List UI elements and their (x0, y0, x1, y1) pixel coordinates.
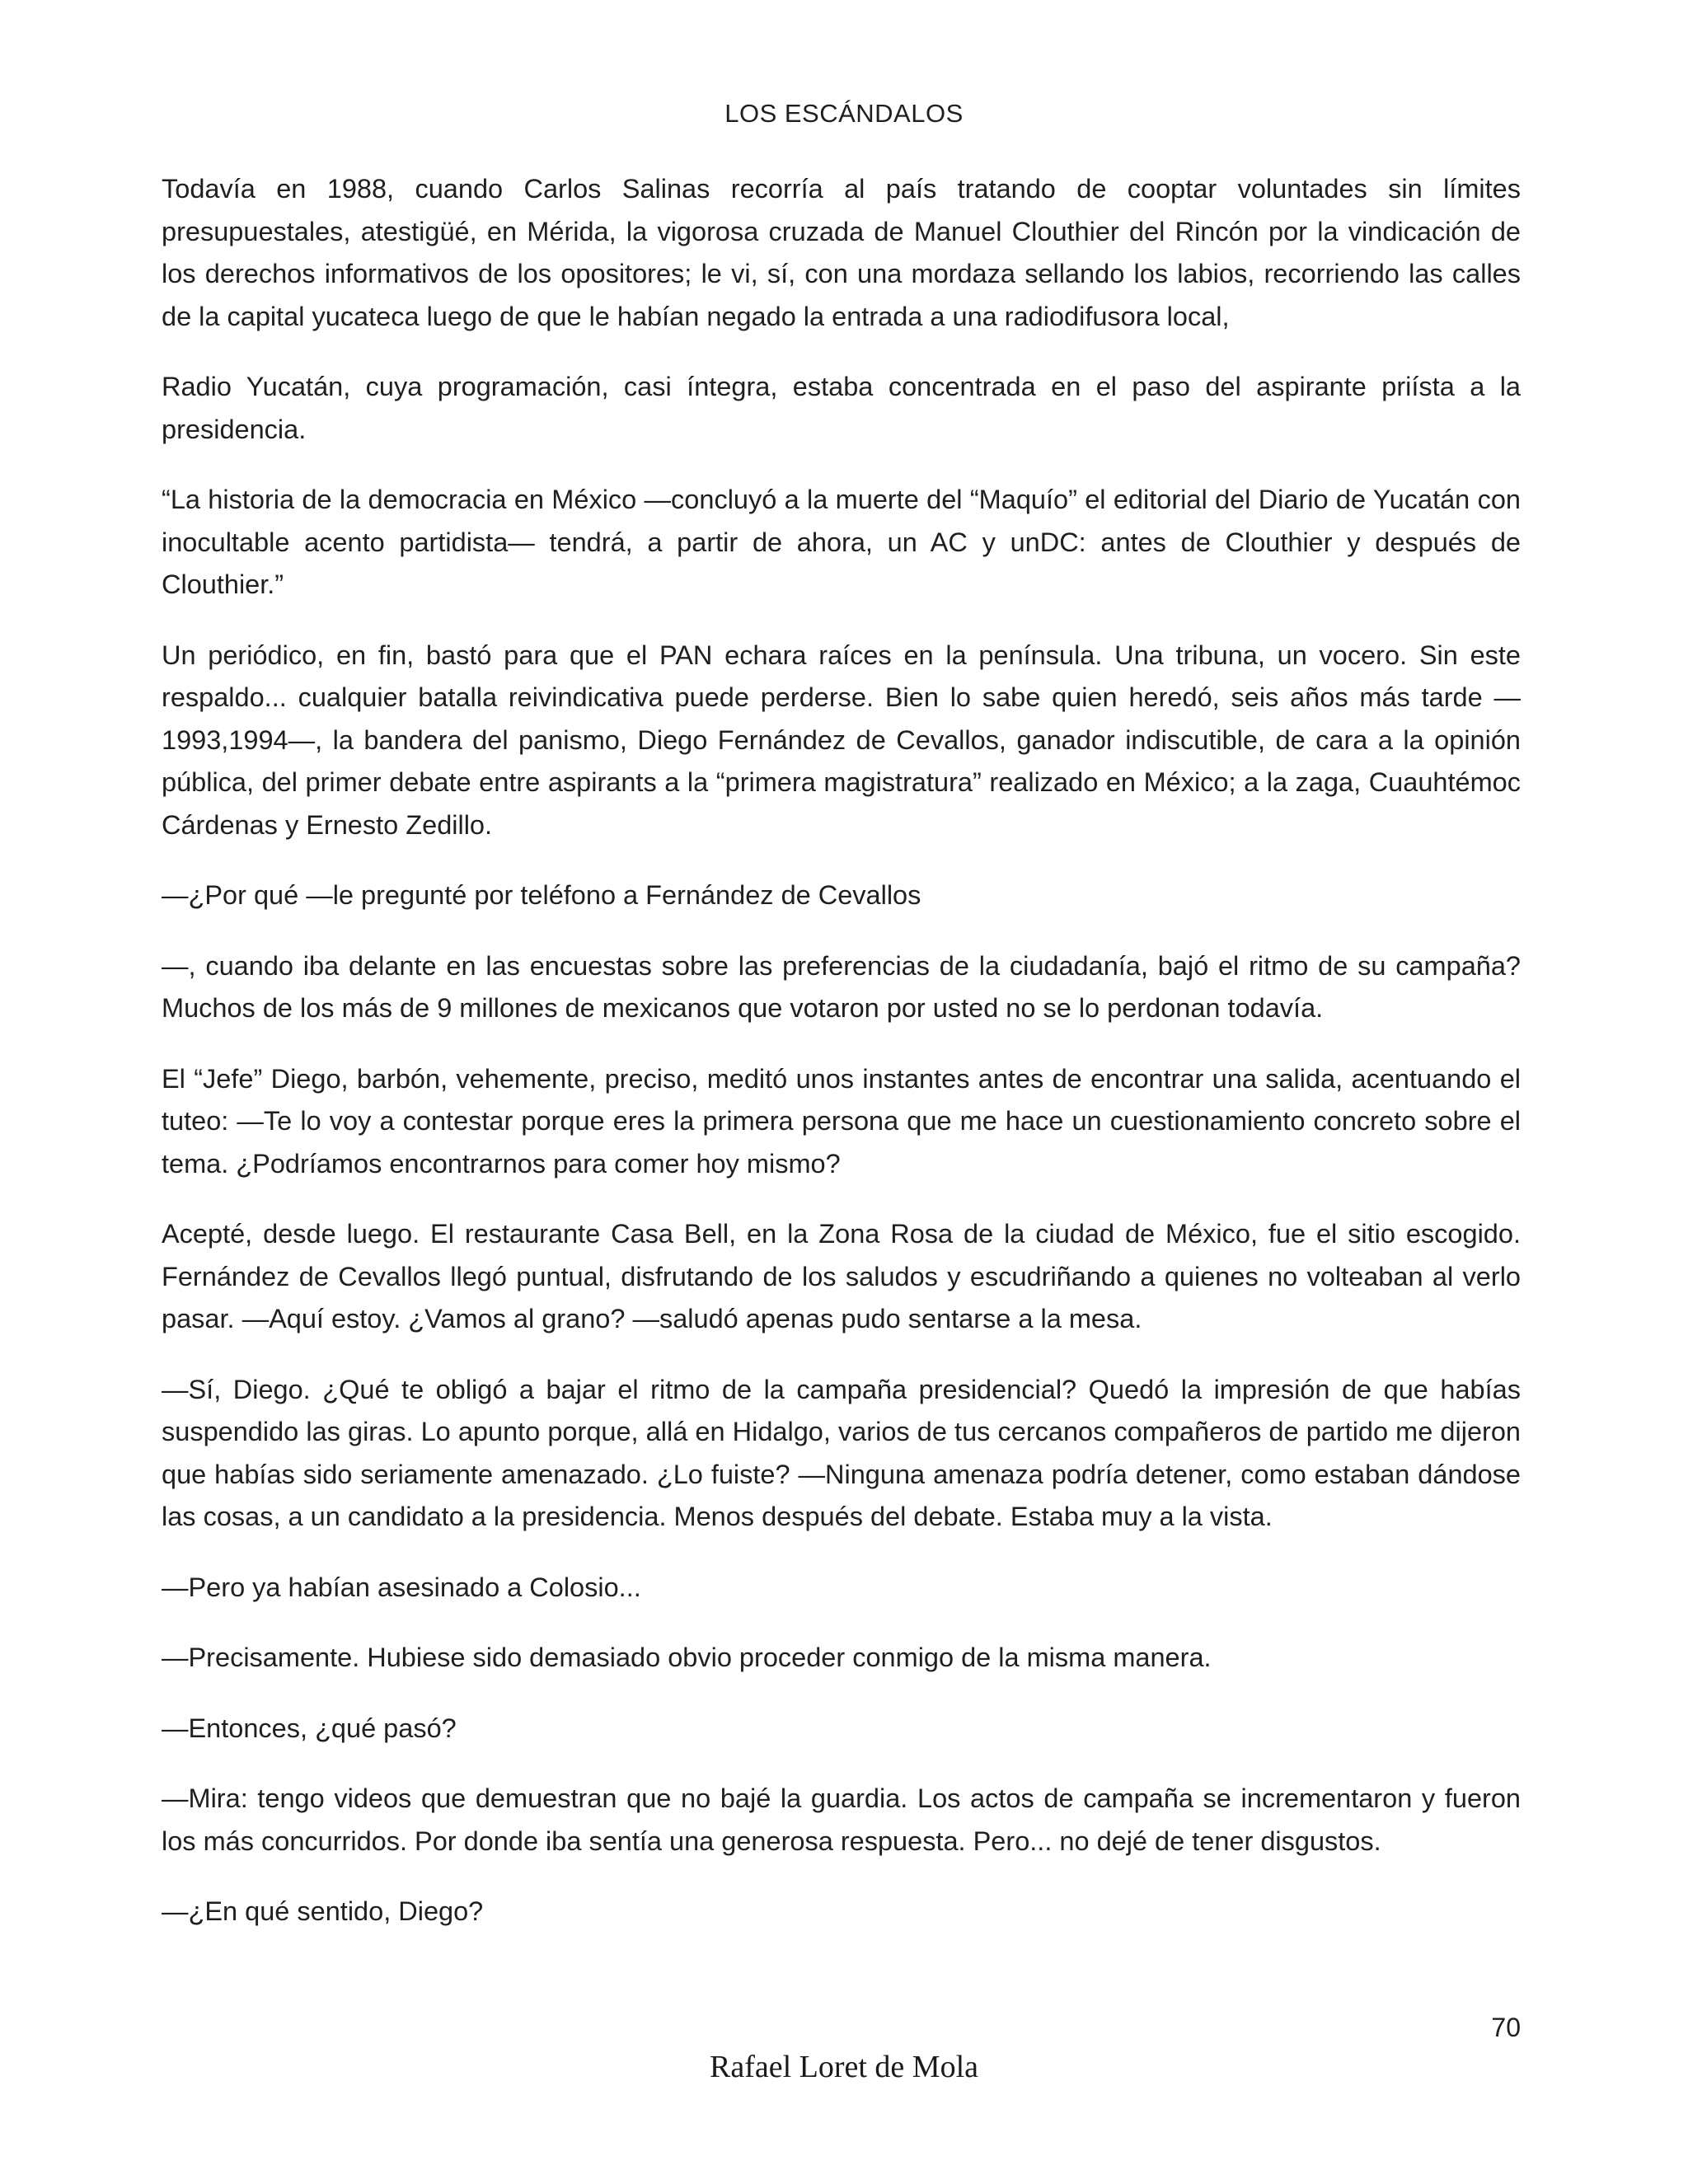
paragraph-4: Un periódico, en fin, bastó para que el PAN echara raíces en la península. Una tribuna, un vocero. Sin este respaldo... cualquier batalla reivindicativa puede perderse. Bien lo sabe quien heredó, seis años más tarde — 1993,1994—, la bandera del panismo, Diego Fernández de Cevallos, ganador indiscutible, de cara a la opinión pública, del primer debate entre aspirants a la “primera magistratura” realizado en México; a la zaga, Cuauhtémoc Cárdenas y Ernesto Zedillo. (162, 640, 1521, 840)
paragraph-11: —Precisamente. Hubiese sido demasiado obvio proceder conmigo de la misma manera. (162, 1643, 1212, 1672)
paragraph-3: “La historia de la democracia en México —concluyó a la muerte del “Maquío” el editorial del Diario de Yucatán con inocultable acento partidista— tendrá, a partir de ahora, un AC y unDC: antes de Clouthier y después de Clouthier.” (162, 485, 1521, 599)
page-header: LOS ESCÁNDALOS (724, 99, 964, 128)
paragraph-7: El “Jefe” Diego, barbón, vehemente, preciso, meditó unos instantes antes de encontrar una salida, acentuando el tuteo: —Te lo voy a contestar porque eres la primera persona que me hace un cuestionamiento concreto sobre el tema. ¿Podríamos encontrarnos para comer hoy mismo? (162, 1063, 1521, 1179)
paragraph-5: —¿Por qué —le pregunté por teléfono a Fernández de Cevallos (162, 880, 921, 910)
paragraph-1: Todavía en 1988, cuando Carlos Salinas recorría al país tratando de cooptar voluntades sin límites presupuestales, atestigüé, en Mérida, la vigorosa cruzada de Manuel Clouthier del Rincón por la vindicación de los derechos informativos de los opositores; le vi, sí, con una mordaza sellando los labios, recorriendo las calles de la capital yucateca luego de que le habían negado la entrada a una radiodifusora local, (162, 174, 1521, 331)
paragraph-14: —¿En qué sentido, Diego? (162, 1896, 484, 1926)
author-footer: Rafael Loret de Mola (709, 2050, 979, 2084)
paragraph-12: —Entonces, ¿qué pasó? (162, 1713, 457, 1743)
paragraph-8: Acepté, desde luego. El restaurante Casa Bell, en la Zona Rosa de la ciudad de México, fue el sitio escogido. Fernández de Cevallos llegó puntual, disfrutando de los saludos y escudriñando a quienes no volteaban al verlo pasar. —Aquí estoy. ¿Vamos al grano? —saludó apenas pudo sentarse a la mesa. (162, 1219, 1521, 1333)
page-number: 70 (1491, 2013, 1521, 2042)
paragraph-6: —, cuando iba delante en las encuestas sobre las preferencias de la ciudadanía, bajó el ritmo de su campaña? Muchos de los más de 9 millones de mexicanos que votaron por usted no se lo perdonan todavía. (162, 950, 1521, 1023)
paragraph-2: Radio Yucatán, cuya programación, casi íntegra, estaba concentrada en el paso del aspirante priísta a la presidencia. (162, 372, 1521, 444)
paragraph-9: —Sí, Diego. ¿Qué te obligó a bajar el ritmo de la campaña presidencial? Quedó la impresión de que habías suspendido las giras. Lo apunto porque, allá en Hidalgo, varios de tus cercanos compañeros de partido me dijeron que habías sido seriamente amenazado. ¿Lo fuiste? —Ninguna amenaza podría detener, como estaban dándose las cosas, a un candidato a la presidencia. Menos después del debate. Estaba muy a la vista. (162, 1374, 1521, 1531)
paragraph-13: —Mira: tengo videos que demuestran que no bajé la guardia. Los actos de campaña se incrementaron y fueron los más concurridos. Por donde iba sentía una generosa respuesta. Pero... no dejé de tener disgustos. (162, 1783, 1521, 1856)
paragraph-10: —Pero ya habían asesinado a Colosio... (162, 1572, 641, 1602)
body-text (162, 168, 1521, 1961)
